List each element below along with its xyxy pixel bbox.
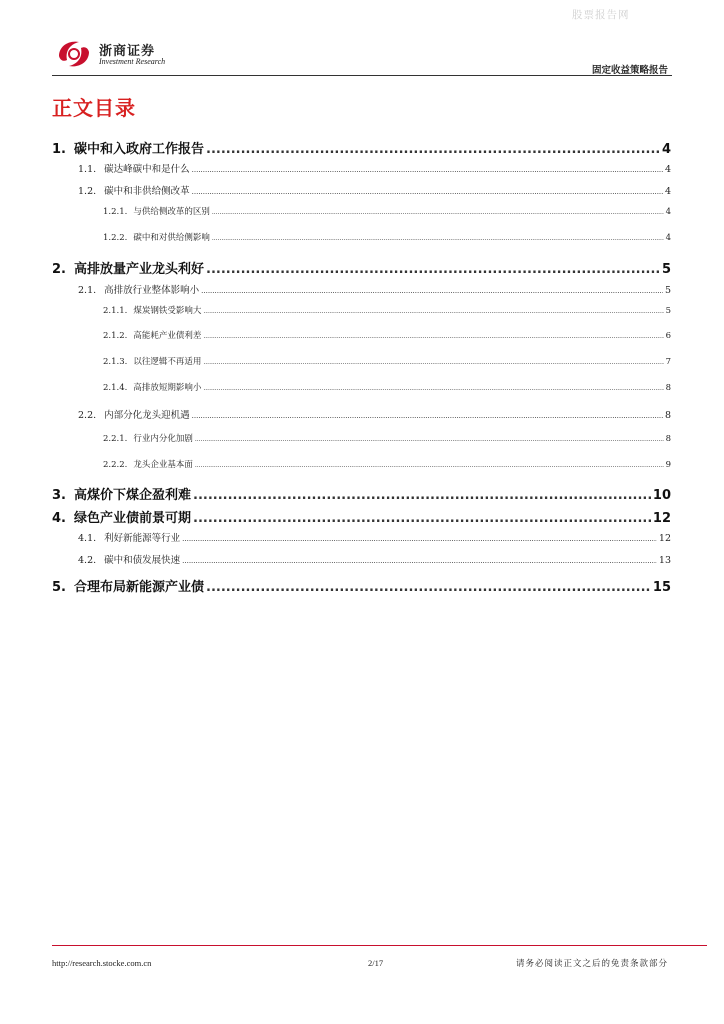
toc-dot-leader: [182, 557, 657, 565]
logo-text-en: Investment Research: [99, 57, 166, 66]
toc-entry-number: 2.: [52, 262, 66, 277]
toc-entry-title: 高煤价下煤企盈利难: [73, 488, 191, 503]
toc-entry-number: 5.: [52, 580, 66, 595]
toc-entry-number: 1.2.2.: [103, 233, 128, 243]
toc-entry[interactable]: [52, 138, 671, 157]
toc-entry-page: 4: [665, 233, 671, 243]
toc-entry-title: 碳中和对供给侧影响: [133, 233, 210, 243]
toc-entry[interactable]: [52, 507, 671, 526]
toc-dot-leader: [203, 359, 663, 366]
toc-entry-title: 龙头企业基本面: [133, 460, 193, 470]
toc-entry-page: 7: [665, 357, 671, 367]
toc-entry[interactable]: [52, 458, 671, 470]
toc-entry-number: 3.: [52, 488, 66, 503]
toc-entry[interactable]: [52, 552, 671, 566]
toc-entry-number: 2.1.2.: [103, 331, 128, 341]
toc-entry-page: 6: [665, 331, 671, 341]
toc-dot-leader: [201, 287, 663, 295]
toc-entry-title: 绿色产业债前景可期: [73, 511, 191, 526]
toc-entry-title: 高排放行业整体影响小: [104, 285, 200, 296]
toc-dot-leader: [192, 166, 663, 174]
toc-entry-number: 2.1.1.: [103, 306, 128, 316]
toc-entry-page: 4: [661, 142, 671, 157]
toc-entry-number: 2.2.1.: [103, 434, 128, 444]
toc-entry-page: 4: [664, 186, 671, 197]
toc-dot-leader: [206, 262, 660, 277]
toc-entry-page: 15: [652, 580, 671, 595]
toc-entry-number: 1.: [52, 142, 66, 157]
toc-dot-leader: [195, 462, 664, 469]
toc-entry-page: 12: [652, 511, 671, 526]
toc-entry-title: 与供给侧改革的区别: [133, 207, 210, 217]
toc-entry-title: 合理布局新能源产业债: [73, 580, 204, 595]
toc-dot-leader: [203, 308, 663, 315]
header-divider: [52, 75, 672, 76]
toc-dot-leader: [206, 580, 651, 595]
toc-entry-title: 碳中和入政府工作报告: [73, 142, 204, 157]
toc-entry[interactable]: [52, 530, 671, 544]
toc-entry-number: 1.2.: [78, 186, 97, 197]
toc-entry-page: 8: [665, 434, 671, 444]
toc-dot-leader: [212, 235, 664, 242]
toc-entry-title: 利好新能源等行业: [104, 533, 181, 544]
toc-entry-page: 9: [665, 460, 671, 470]
toc-entry-title: 高排放量产业龙头利好: [73, 262, 204, 277]
toc-entry[interactable]: [52, 161, 671, 175]
toc-entry[interactable]: [52, 231, 671, 243]
toc-dot-leader: [212, 209, 664, 216]
toc-entry-page: 5: [661, 262, 671, 277]
footer-divider: [52, 945, 707, 946]
toc-entry-page: 8: [664, 410, 671, 421]
toc-dot-leader: [192, 188, 663, 196]
toc-entry-page: 8: [665, 383, 671, 393]
toc-entry[interactable]: [52, 381, 671, 393]
toc-entry-title: 碳中和非供给侧改革: [104, 186, 190, 197]
toc-entry[interactable]: [52, 407, 671, 421]
toc-entry-page: 4: [664, 164, 671, 175]
toc-entry-number: 2.2.2.: [103, 460, 128, 470]
toc-dot-leader: [203, 333, 663, 340]
company-logo: [55, 38, 165, 70]
toc-entry[interactable]: [52, 432, 671, 444]
toc-entry-title: 以往逻辑不再适用: [133, 357, 202, 367]
toc-entry-page: 5: [664, 285, 671, 296]
toc-dot-leader: [182, 535, 657, 543]
footer-url[interactable]: http://research.stocke.com.cn: [52, 958, 152, 968]
toc-entry[interactable]: [52, 183, 671, 197]
toc-entry-number: 2.1.3.: [103, 357, 128, 367]
toc-entry-page: 5: [665, 306, 671, 316]
toc-entry[interactable]: [52, 576, 671, 595]
toc-dot-leader: [195, 436, 664, 443]
toc-entry-title: 高排放短期影响小: [133, 383, 202, 393]
toc-entry-page: 10: [652, 488, 671, 503]
footer-disclaimer: 请务必阅读正文之后的免责条款部分: [515, 959, 668, 969]
logo-text-cn: 浙商证券: [99, 44, 156, 59]
toc-entry[interactable]: [52, 282, 671, 296]
toc-entry-title: 高能耗产业债利差: [133, 331, 202, 341]
toc-dot-leader: [193, 511, 651, 526]
watermark: 股票报告网: [572, 9, 630, 21]
toc-entry-number: 4.: [52, 511, 66, 526]
toc-entry-page: 13: [658, 555, 671, 566]
toc-entry-title: 碳中和债发展快速: [104, 555, 181, 566]
toc-entry-page: 12: [658, 533, 671, 544]
toc-entry[interactable]: [52, 304, 671, 316]
toc-title: 正文目录: [52, 96, 136, 120]
report-type-label: 固定收益策略报告: [591, 65, 668, 76]
toc-entry-number: 4.2.: [78, 555, 97, 566]
toc-entry-title: 行业内分化加剧: [133, 434, 193, 444]
toc-entry-title: 煤炭钢铁受影响大: [133, 306, 202, 316]
toc-dot-leader: [203, 385, 663, 392]
toc-dot-leader: [193, 488, 651, 503]
toc-dot-leader: [192, 412, 663, 420]
toc-entry-number: 2.1.: [78, 285, 97, 296]
toc-entry-page: 4: [665, 207, 671, 217]
toc-entry[interactable]: [52, 258, 671, 277]
toc-entry-title: 内部分化龙头迎机遇: [104, 410, 190, 421]
toc-entry-number: 4.1.: [78, 533, 97, 544]
page-indicator: 2/17: [368, 958, 384, 968]
toc-entry[interactable]: [52, 484, 671, 503]
toc-entry[interactable]: [52, 329, 671, 341]
logo-emblem-icon: [55, 38, 93, 70]
toc-entry-number: 1.2.1.: [103, 207, 128, 217]
toc-entry-number: 1.1.: [78, 164, 97, 175]
toc-entry-number: 2.1.4.: [103, 383, 128, 393]
toc-entry-number: 2.2.: [78, 410, 97, 421]
toc-entry-title: 碳达峰碳中和是什么: [104, 164, 190, 175]
toc-entry[interactable]: [52, 205, 671, 217]
toc-dot-leader: [206, 142, 660, 157]
toc-entry[interactable]: [52, 355, 671, 367]
